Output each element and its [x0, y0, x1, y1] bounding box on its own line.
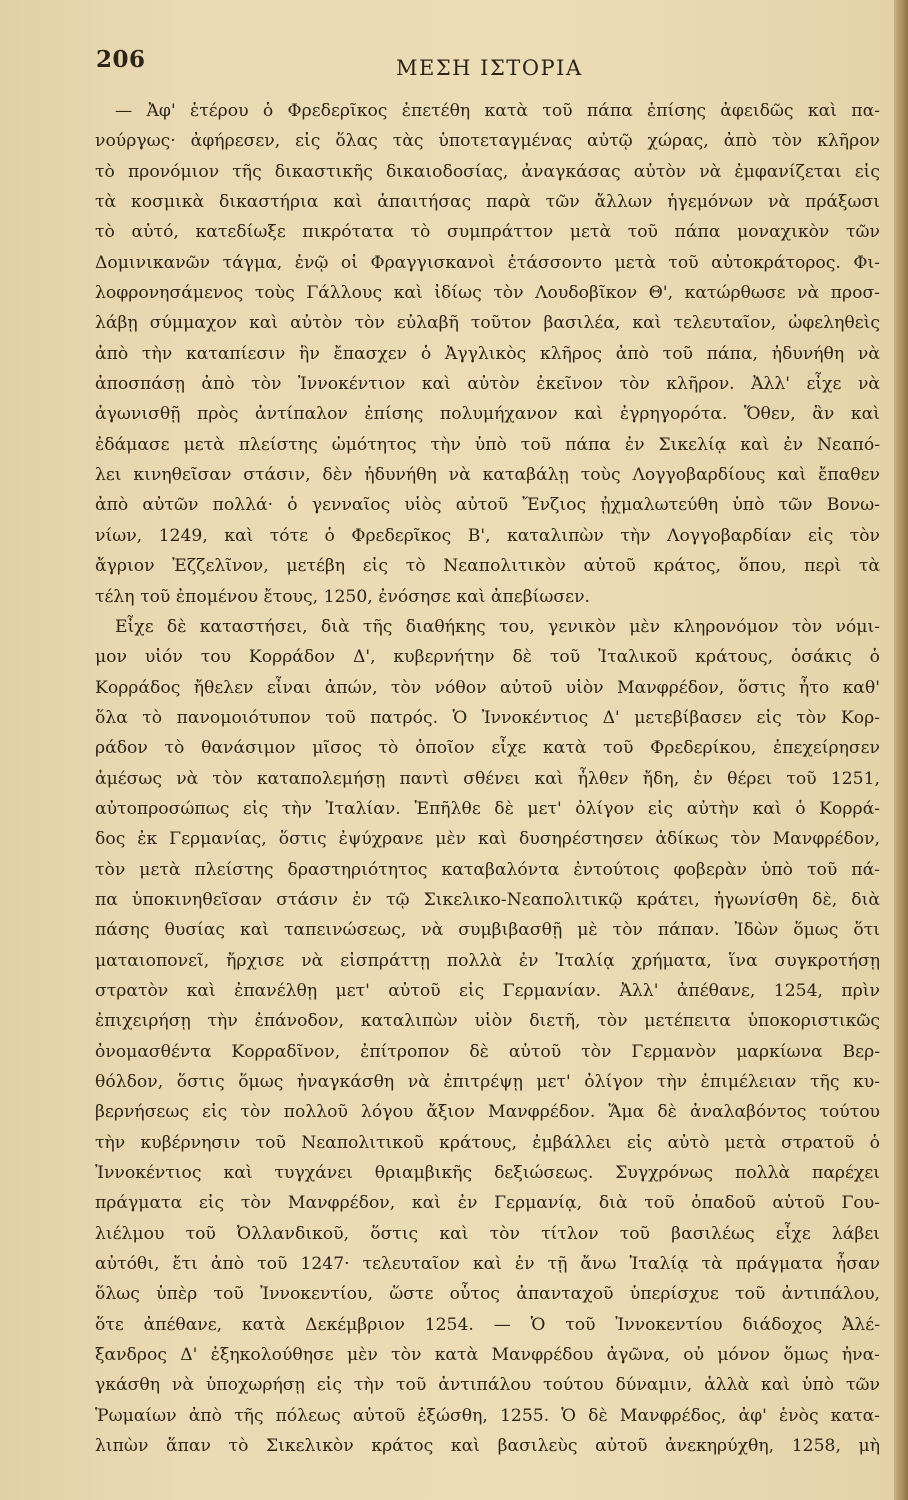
text-line: ὀνομασθέντα Κορραδῖνον, ἐπίτροπον δὲ αὐτοῦ τὸν Γερμανὸν μαρκίωνα Βερ- — [95, 1041, 880, 1062]
text-line: ἐδάμασε μετὰ πλείστης ὠμότητος τὴν ὑπὸ τοῦ πάπα ἐν Σικελίᾳ καὶ ἐν Νεαπό- — [95, 434, 880, 455]
text-line: πάσης θυσίας καὶ ταπεινώσεως, νὰ συμβιβασθῇ μὲ τὸν πάπαν. Ἰδὼν ὅμως ὅτι — [95, 920, 880, 941]
text-line: ἐπιχειρήσῃ τὴν ἐπάνοδον, καταλιπὼν υἱὸν διετῆ, τὸν μετέπειτα ὑποκοριστικῶς — [95, 1011, 880, 1032]
text-line: τὴν κυβέρνησιν τοῦ Νεαπολιτικοῦ κράτους, ἐμβάλλει εἰς αὐτὸ μετὰ στρατοῦ ὁ — [95, 1132, 880, 1153]
page-number: 206 — [96, 46, 146, 73]
text-line: νίων, 1249, καὶ τότε ὁ Φρεδερῖκος Β', καταλιπὼν τὴν Λογγοβαρδίαν εἰς τὸν — [95, 525, 880, 546]
text-line: θόλδον, ὅστις ὅμως ἠναγκάσθη νὰ ἐπιτρέψῃ μετ' ὀλίγον τὴν ἐπιμέλειαν τῆς κυ- — [95, 1072, 880, 1092]
text-line: ὅτε ἀπέθανε, κατὰ Δεκέμβριον 1254. — Ὁ τοῦ Ἰννοκεντίου διάδοχος Ἀλέ- — [95, 1314, 880, 1335]
text-line: στρατὸν καὶ ἐπανέλθῃ μετ' αὐτοῦ εἰς Γερμανίαν. Ἀλλ' ἀπέθανε, 1254, πρὶν — [95, 980, 880, 1001]
text-line: ράδον τὸ θανάσιμον μῖσος τὸ ὁποῖον εἶχε κατὰ τοῦ Φρεδερίκου, ἐπεχείρησεν — [95, 738, 880, 759]
running-title: ΜΕΣΗ ΙΣΤΟΡΙΑ — [396, 56, 583, 80]
text-line: τὰ κοσμικὰ δικαστήρια καὶ ἀπαιτήσας παρὰ τῶν ἄλλων ἡγεμόνων νὰ πράξωσι — [95, 192, 880, 213]
text-line: Εἶχε δὲ καταστήσει, διὰ τῆς διαθήκης του, γενικὸν μὲν κληρονόμον τὸν νόμι- — [115, 616, 880, 637]
text-line: τὸν μετὰ πλείστης δραστηριότητος καταβαλόντα ἐντούτοις φοβερὰν ὑπὸ τοῦ πά- — [95, 859, 880, 880]
text-line: ἀμέσως νὰ τὸν καταπολεμήσῃ παντὶ σθένει καὶ ἦλθεν ἤδη, ἐν θέρει τοῦ 1251, — [95, 768, 880, 789]
page-edge — [894, 0, 908, 1500]
body-text — [95, 96, 880, 1461]
text-line: τὸ αὐτό, κατεδίωξε πικρότατα τὸ συμπράττον μετὰ τοῦ πάπα μοναχικὸν τῶν — [95, 222, 880, 243]
text-line: νούργως· ἀφήρεσεν, εἰς ὅλας τὰς ὑποτεταγμένας αὐτῷ χώρας, ἀπὸ τὸν κλῆρον — [95, 131, 880, 152]
text-line: τὸ προνόμιον τῆς δικαστικῆς δικαιοδοσίας, ἀναγκάσας αὐτὸν νὰ ἐμφανίζεται εἰς — [95, 161, 880, 182]
text-line: τέλη τοῦ ἐπομένου ἔτους, 1250, ἐνόσησε καὶ ἀπεβίωσεν. — [95, 586, 590, 607]
text-line: Ῥωμαίων ἀπὸ τῆς πόλεως αὐτοῦ ἐξώσθη, 1255. Ὁ δὲ Μανφρέδος, ἀφ' ἑνὸς κατα- — [95, 1405, 880, 1426]
text-line: λιπὼν ἅπαν τὸ Σικελικὸν κράτος καὶ βασιλεὺς αὐτοῦ ἀνεκηρύχθη, 1258, μὴ — [95, 1436, 880, 1457]
text-line: ἄγριον Ἐζζελῖνον, μετέβη εἰς τὸ Νεαπολιτικὸν αὐτοῦ κράτος, ὅπου, περὶ τὰ — [95, 556, 880, 577]
text-line: ὅλα τὸ πανομοιότυπον τοῦ πατρός. Ὁ Ἰννοκέντιος Δ' μετεβίβασεν εἰς τὸν Κορ- — [95, 707, 880, 728]
text-line: λοφρονησάμενος τοὺς Γάλλους καὶ ἰδίως τὸν Λουδοβῖκον Θ', κατώρθωσε νὰ προσ- — [95, 283, 880, 304]
text-line: ὅλως ὑπὲρ τοῦ Ἰννοκεντίου, ὥστε οὗτος ἀπανταχοῦ ὑπερίσχυε τοῦ ἀντιπάλου, — [95, 1284, 880, 1305]
text-line: λει κινηθεῖσαν στάσιν, δὲν ἠδυνήθη νὰ καταβάλῃ τοὺς Λογγοβαρδίους καὶ ἔπαθεν — [95, 465, 880, 486]
text-line: ματαιοπονεῖ, ἤρχισε νὰ εἰσπράττῃ πολλὰ ἐν Ἰταλίᾳ χρήματα, ἵνα συγκροτήσῃ — [95, 950, 880, 971]
text-line: πα ὑποκινηθεῖσαν στάσιν ἐν τῷ Σικελικο-Νεαπολιτικῷ κράτει, ἠγωνίσθη δὲ, διὰ — [95, 889, 880, 910]
text-line: Ἰννοκέντιος καὶ τυγχάνει θριαμβικῆς δεξιώσεως. Συγχρόνως πολλὰ παρέχει — [95, 1163, 880, 1184]
page-header — [96, 40, 876, 80]
text-line: Δομινικανῶν τάγμα, ἐνῷ οἱ Φραγγισκανοὶ ἐτάσσοντο μετὰ τοῦ αὐτοκράτορος. Φι- — [95, 252, 880, 273]
text-line: ξανδρος Δ' ἐξηκολούθησε μὲν τὸν κατὰ Μανφρέδου ἀγῶνα, οὐ μόνον ὅμως ἠνα- — [95, 1345, 880, 1366]
text-line: βερνήσεως εἰς τὸν πολλοῦ λόγου ἄξιον Μανφρέδον. Ἅμα δὲ ἀναλαβόντος τούτου — [95, 1102, 880, 1123]
text-line: — Ἀφ' ἑτέρου ὁ Φρεδερῖκος ἐπετέθη κατὰ τοῦ πάπα ἐπίσης ἀφειδῶς καὶ πα- — [115, 101, 880, 121]
text-line: πράγματα εἰς τὸν Μανφρέδον, καὶ ἐν Γερμανίᾳ, διὰ τοῦ ὀπαδοῦ αὐτοῦ Γου- — [95, 1193, 880, 1214]
text-line: αὐτοπροσώπως εἰς τὴν Ἰταλίαν. Ἐπῆλθε δὲ μετ' ὀλίγον εἰς αὐτὴν καὶ ὁ Κορρά- — [95, 798, 880, 819]
text-line: λιέλμου τοῦ Ὀλλανδικοῦ, ὅστις καὶ τὸν τίτλον τοῦ βασιλέως εἶχε λάβει — [95, 1223, 880, 1244]
text-line: ἀποσπάσῃ ἀπὸ τὸν Ἰννοκέντιον καὶ αὐτὸν ἐκεῖνον τὸν κλῆρον. Ἀλλ' εἶχε νὰ — [95, 374, 880, 395]
text-line: μον υἱόν του Κορράδον Δ', κυβερνήτην δὲ τοῦ Ἰταλικοῦ κράτους, ὁσάκις ὁ — [95, 647, 880, 668]
text-line: γκάσθη νὰ ὑποχωρήσῃ εἰς τὴν τοῦ ἀντιπάλου τούτου δύναμιν, ἀλλὰ καὶ ὑπὸ τῶν — [95, 1375, 880, 1396]
text-line: ἀπὸ αὐτῶν πολλά· ὁ γενναῖος υἱὸς αὐτοῦ Ἔνζιος ᾐχμαλωτεύθη ὑπὸ τῶν Βονω- — [95, 495, 880, 516]
text-line: αὐτόθι, ἔτι ἀπὸ τοῦ 1247· τελευταῖον καὶ ἐν τῇ ἄνω Ἰταλίᾳ τὰ πράγματα ἦσαν — [95, 1254, 880, 1275]
text-line: ἀπὸ τὴν καταπίεσιν ἣν ἔπασχεν ὁ Ἀγγλικὸς κλῆρος ἀπὸ τοῦ πάπα, ἠδυνήθη νὰ — [95, 343, 880, 364]
text-line: δος ἐκ Γερμανίας, ὅστις ἐψύχρανε μὲν καὶ δυσηρέστησεν ἀδίκως τὸν Μανφρέδον, — [95, 829, 880, 850]
text-line: λάβῃ σύμμαχον καὶ αὐτὸν τὸν εὐλαβῆ τοῦτον βασιλέα, καὶ τελευταῖον, ὠφεληθεὶς — [95, 313, 880, 334]
text-line: Κορράδος ἤθελεν εἶναι ἀπών, τὸν νόθον αὐτοῦ υἱὸν Μανφρέδον, ὅστις ἦτο καθ' — [95, 677, 880, 698]
text-line: ἀγωνισθῇ πρὸς ἀντίπαλον ἐπίσης πολυμήχανον καὶ ἐγρηγορότα. Ὅθεν, ἂν καὶ — [95, 404, 880, 425]
